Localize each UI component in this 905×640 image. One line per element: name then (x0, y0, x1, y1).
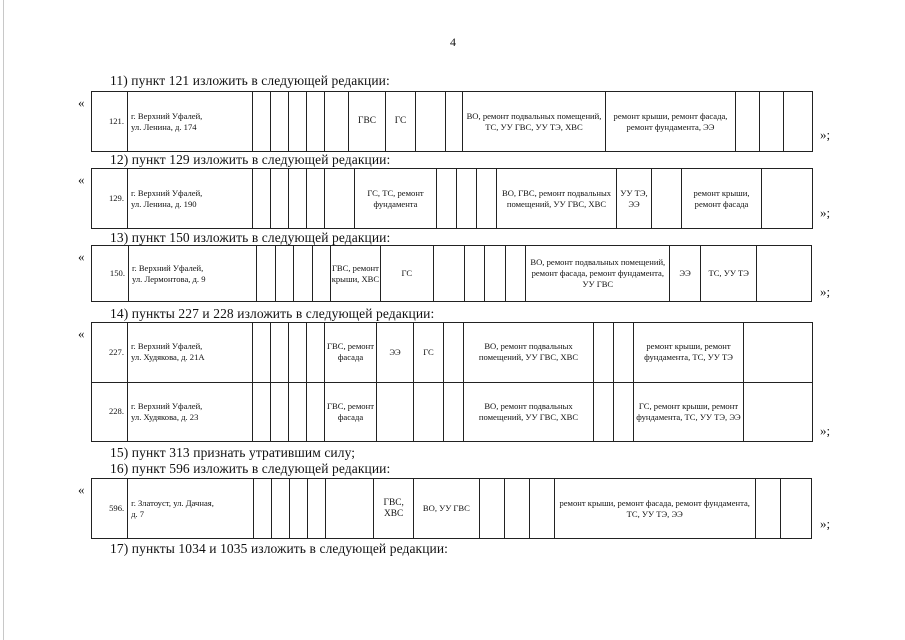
empty-cell (444, 382, 464, 442)
open-quote: « (78, 249, 85, 264)
empty-cell (444, 323, 464, 383)
empty-cell (275, 246, 293, 302)
empty-cell (289, 92, 307, 152)
close-quote: »; (820, 205, 831, 220)
empty-cell (485, 246, 506, 302)
table-row (92, 323, 813, 383)
work-cell: ГС, ТС, ремонт фундамента (355, 169, 437, 229)
empty-cell (614, 382, 634, 442)
empty-cell (414, 382, 444, 442)
row-number: 150. (92, 246, 129, 302)
address-line: ул. Худякова, д. 21А (131, 352, 205, 363)
empty-cell (271, 382, 289, 442)
address-line: г. Верхний Уфалей, (131, 110, 203, 121)
close-quote: »; (820, 127, 831, 142)
work-cell: ЭЭ (377, 323, 414, 383)
empty-cell (505, 246, 526, 302)
work-cell: ЭЭ (670, 246, 701, 302)
empty-cell (744, 323, 813, 383)
row-number: 129. (92, 169, 128, 229)
table-row (92, 246, 812, 302)
empty-cell (744, 382, 813, 442)
work-cell: ВО, ремонт подвальных помещений, УУ ГВС, ХВС (464, 323, 594, 383)
address-line: г. Верхний Уфалей, (131, 262, 204, 273)
empty-cell (253, 479, 271, 539)
table-row (92, 169, 813, 229)
empty-cell (271, 92, 289, 152)
open-quote: « (78, 482, 85, 497)
address-cell (128, 382, 253, 442)
work-cell: ГВС (349, 92, 386, 152)
empty-cell (325, 479, 373, 539)
empty-cell (307, 479, 325, 539)
empty-cell (780, 479, 811, 539)
empty-cell (594, 323, 614, 383)
address-cell (128, 169, 253, 229)
empty-cell (253, 92, 271, 152)
work-cell: ВО, ремонт подвальных помещений, ремонт фасада, ремонт фундамента, УУ ГВС (526, 246, 670, 302)
empty-cell (312, 246, 330, 302)
open-quote: « (78, 95, 85, 110)
page-number: 4 (450, 35, 456, 49)
empty-cell (457, 169, 477, 229)
work-cell: ТС, УУ ТЭ (700, 246, 756, 302)
empty-cell (294, 246, 312, 302)
address-line: ул. Худякова, д. 23 (131, 411, 199, 422)
address-line: ул. Ленина, д. 190 (131, 198, 197, 209)
empty-cell (762, 169, 813, 229)
address-cell (128, 323, 253, 383)
work-cell: ГС (386, 92, 416, 152)
table-item-121 (91, 91, 813, 152)
table-row (92, 479, 812, 539)
section-heading-14: 14) пункты 227 и 228 изложить в следующей редакции: (110, 306, 435, 321)
row-number: 227. (92, 323, 128, 383)
work-cell: ремонт крыши, ремонт фундамента, ТС, УУ ТЭ (634, 323, 744, 383)
table-row (92, 92, 813, 152)
empty-cell (736, 92, 760, 152)
empty-cell (479, 479, 504, 539)
empty-cell (594, 382, 614, 442)
empty-cell (757, 246, 812, 302)
section-heading-17: 17) пункты 1034 и 1035 изложить в следующей редакции: (110, 541, 449, 556)
empty-cell (307, 92, 325, 152)
empty-cell (271, 479, 289, 539)
empty-cell (755, 479, 780, 539)
empty-cell (784, 92, 813, 152)
address-cell (128, 246, 256, 302)
empty-cell (377, 382, 414, 442)
empty-cell (325, 92, 349, 152)
row-number: 121. (92, 92, 128, 152)
work-cell: ГВС, ХВС (374, 479, 414, 539)
empty-cell (307, 382, 325, 442)
section-heading-13: 13) пункт 150 изложить в следующей редакции: (110, 230, 391, 245)
empty-cell (437, 169, 457, 229)
empty-cell (652, 169, 682, 229)
empty-cell (760, 92, 784, 152)
empty-cell (504, 479, 529, 539)
close-quote: »; (820, 423, 831, 438)
work-cell: УУ ТЭ, ЭЭ (617, 169, 652, 229)
work-cell: ГС (380, 246, 433, 302)
empty-cell (416, 92, 446, 152)
table-item-150 (91, 245, 812, 302)
work-cell: ГС (414, 323, 444, 383)
table-row (92, 382, 813, 442)
empty-cell (477, 169, 497, 229)
empty-cell (253, 169, 271, 229)
address-line: ул. Ленина, д. 174 (131, 121, 197, 132)
page-edge-line (3, 0, 4, 640)
row-number: 596. (92, 479, 128, 539)
table-items-227-228 (91, 322, 813, 442)
empty-cell (289, 323, 307, 383)
empty-cell (433, 246, 464, 302)
open-quote: « (78, 326, 85, 341)
close-quote: »; (820, 516, 831, 531)
empty-cell (614, 323, 634, 383)
work-cell: ГВС, ремонт фасада (325, 382, 377, 442)
empty-cell (257, 246, 275, 302)
work-cell: ГВС, ремонт крыши, ХВС (331, 246, 380, 302)
empty-cell (289, 169, 307, 229)
work-cell: ремонт крыши, ремонт фасада (682, 169, 762, 229)
section-heading-16: 16) пункт 596 изложить в следующей редакции: (110, 461, 391, 476)
address-line: д. 7 (131, 508, 145, 519)
section-heading-15: 15) пункт 313 признать утратившим силу; (110, 445, 356, 460)
address-cell (128, 479, 254, 539)
address-line: г. Златоуст, ул. Дачная, (131, 497, 214, 508)
work-cell: ВО, ремонт подвальных помещений, ТС, УУ ГВС, УУ ТЭ, ХВС (463, 92, 606, 152)
empty-cell (307, 323, 325, 383)
section-heading-12: 12) пункт 129 изложить в следующей редакции: (110, 152, 391, 167)
work-cell: ВО, ремонт подвальных помещений, УУ ГВС, ХВС (464, 382, 594, 442)
close-quote: »; (820, 284, 831, 299)
table-item-596 (91, 478, 812, 539)
empty-cell (464, 246, 485, 302)
empty-cell (253, 323, 271, 383)
address-line: ул. Лермонтова, д. 9 (131, 273, 206, 284)
empty-cell (253, 382, 271, 442)
empty-cell (325, 169, 355, 229)
open-quote: « (78, 172, 85, 187)
empty-cell (271, 169, 289, 229)
work-cell: ВО, УУ ГВС (414, 479, 479, 539)
empty-cell (529, 479, 554, 539)
work-cell: ВО, ГВС, ремонт подвальных помещений, УУ ГВС, ХВС (497, 169, 617, 229)
address-line: г. Верхний Уфалей, (131, 187, 203, 198)
work-cell: ГС, ремонт крыши, ремонт фундамента, ТС, УУ ТЭ, ЭЭ (634, 382, 744, 442)
empty-cell (289, 479, 307, 539)
table-item-129 (91, 168, 813, 229)
empty-cell (271, 323, 289, 383)
empty-cell (446, 92, 463, 152)
section-heading-11: 11) пункт 121 изложить в следующей редакции: (110, 73, 390, 88)
address-cell (128, 92, 253, 152)
address-line: г. Верхний Уфалей, (131, 400, 203, 411)
work-cell: ремонт крыши, ремонт фасада, ремонт фундамента, ЭЭ (606, 92, 736, 152)
address-line: г. Верхний Уфалей, (131, 341, 203, 352)
work-cell: ремонт крыши, ремонт фасада, ремонт фундамента, ТС, УУ ТЭ, ЭЭ (554, 479, 755, 539)
empty-cell (289, 382, 307, 442)
work-cell: ГВС, ремонт фасада (325, 323, 377, 383)
row-number: 228. (92, 382, 128, 442)
empty-cell (307, 169, 325, 229)
